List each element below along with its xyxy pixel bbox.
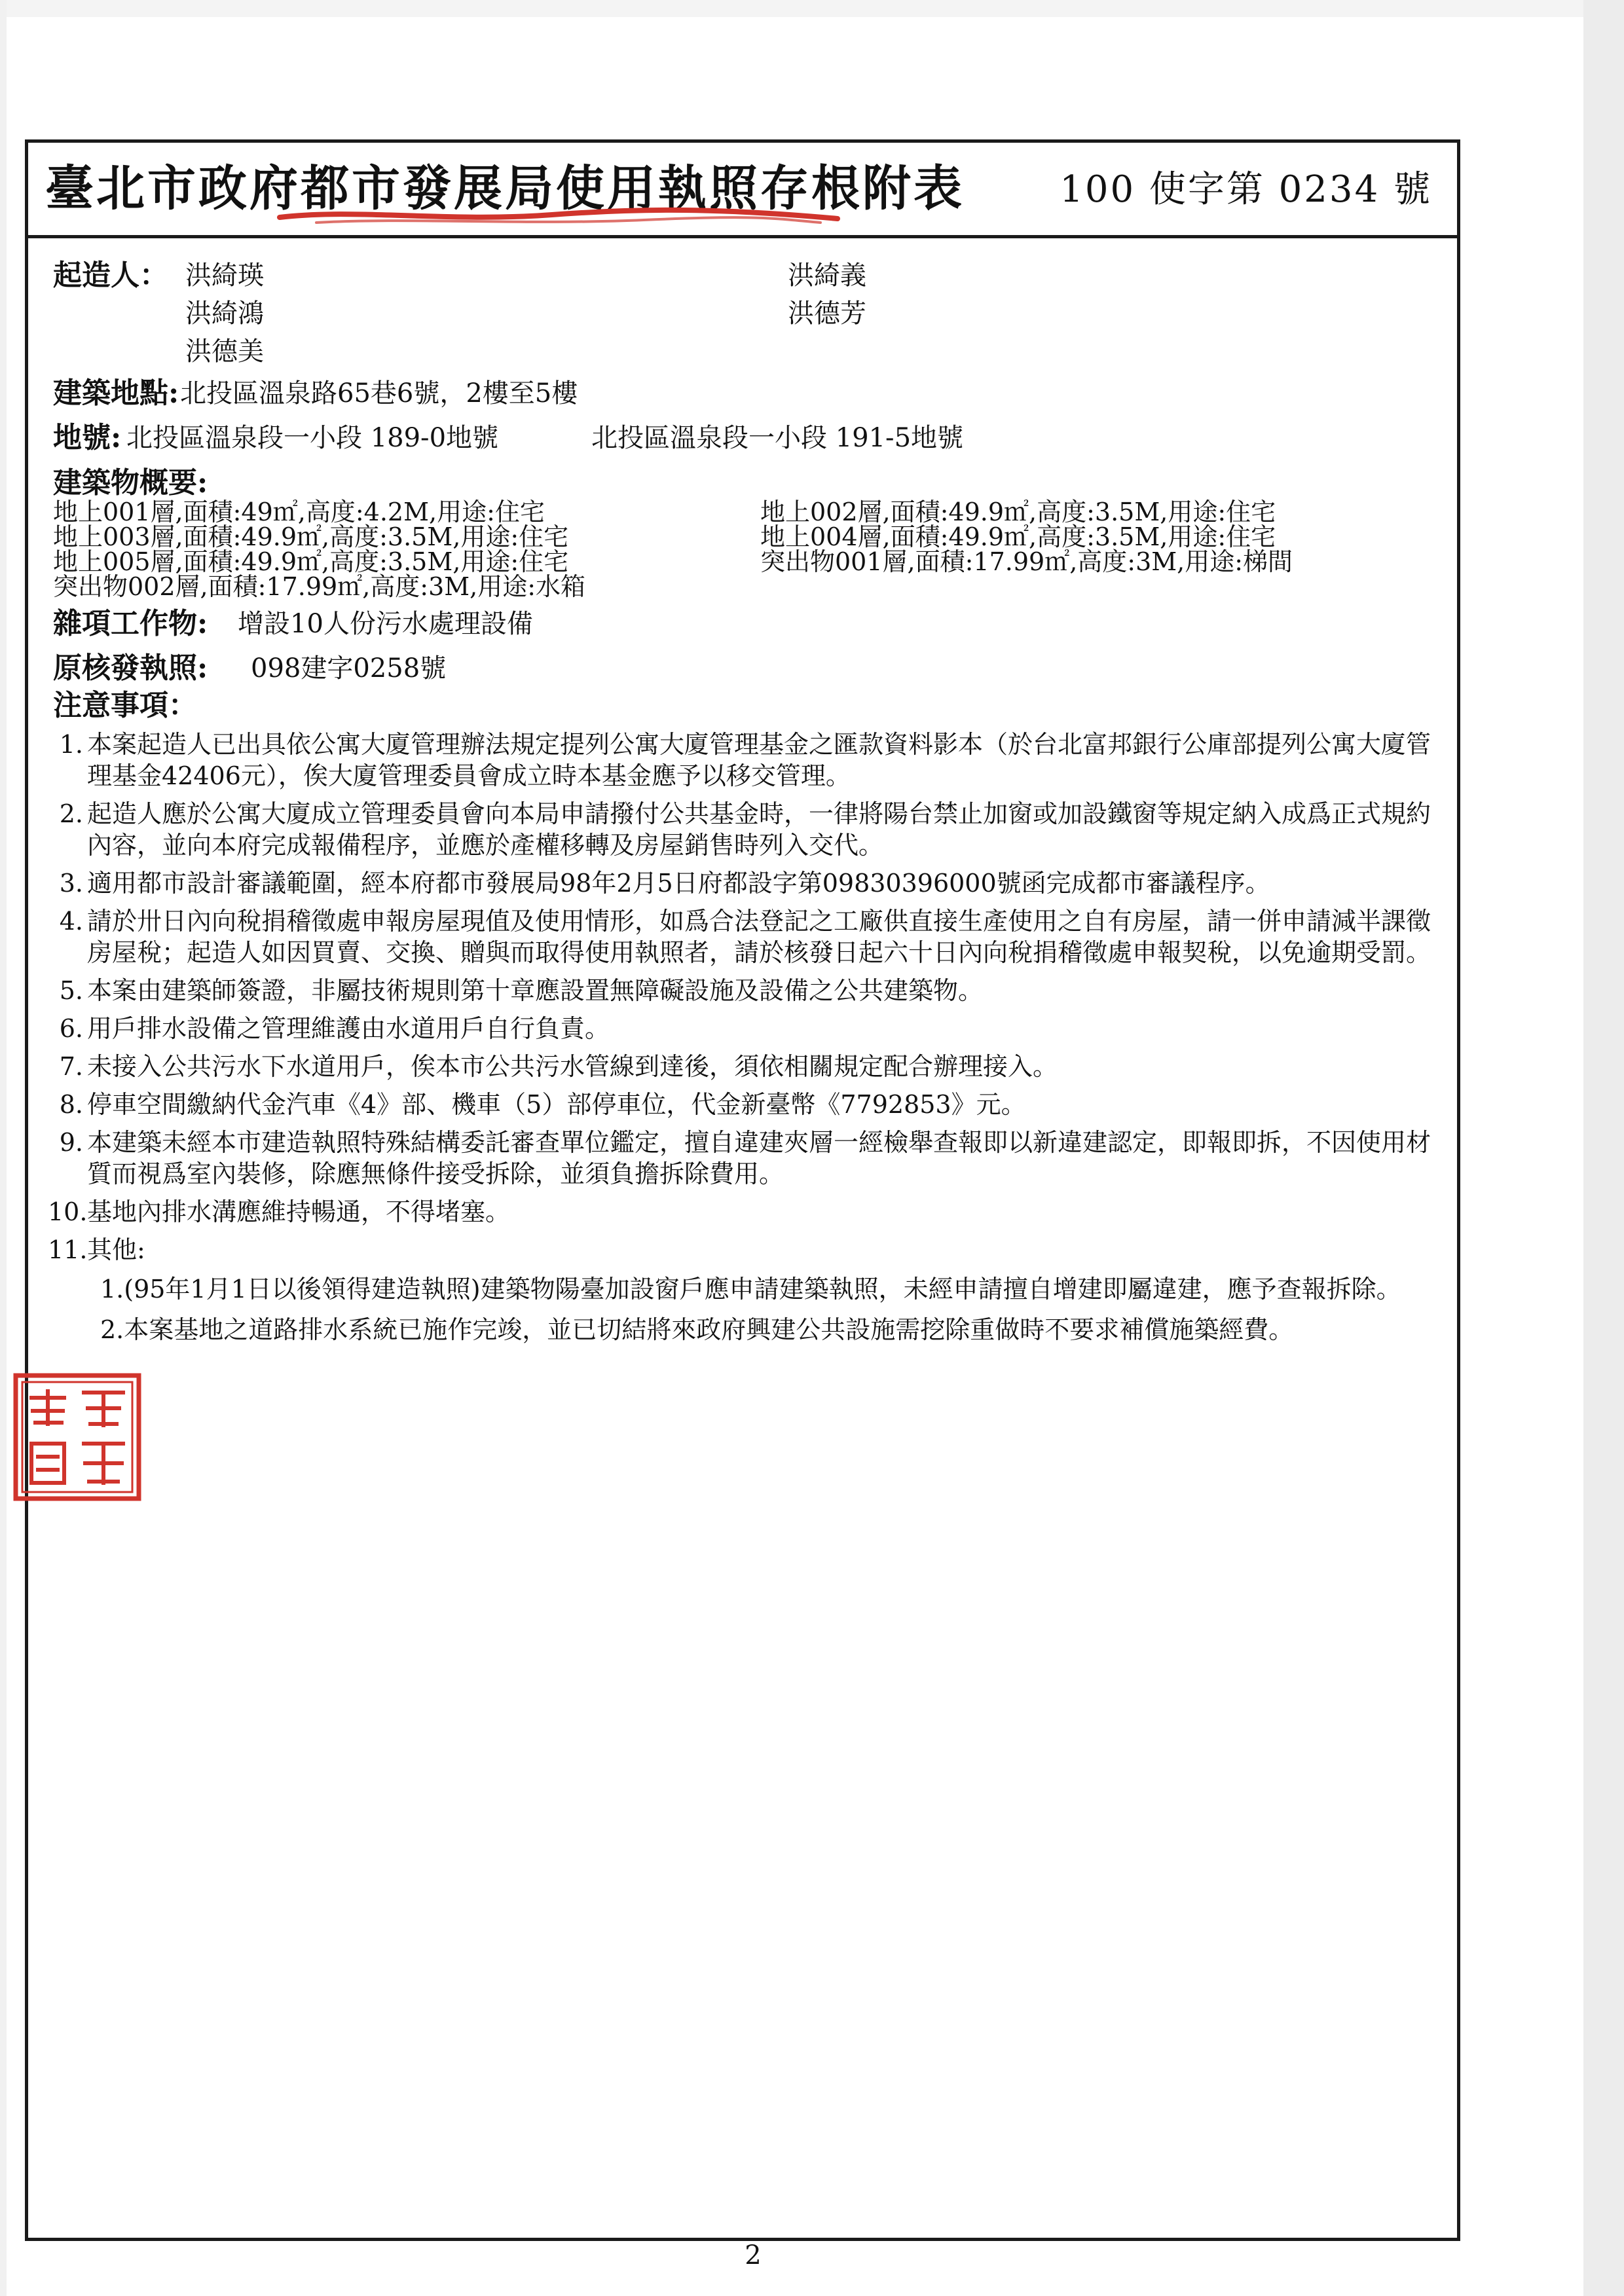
note-text: 本案起造人已出具依公寓大廈管理辦法規定提列公寓大廈管理基金之匯款資料影本（於台北富邦銀行公庫部提列公寓大廈管理基金42406元），俟大廈管理委員會成立時本基金應予以移交管理。 xyxy=(87,730,1431,790)
misc-works-value: 增設10人份污水處理設備 xyxy=(238,609,533,639)
note-text: 用戶排水設備之管理維護由水道用戶自行負責。 xyxy=(87,1014,610,1043)
applicant-name: 洪綺鴻 xyxy=(185,299,264,329)
misc-works-label: 雜項工作物: xyxy=(53,607,208,640)
lot-value: 北投區溫泉段一小段 189-0地號 xyxy=(126,423,499,453)
overview-label: 建築物概要: xyxy=(53,466,208,500)
document-frame xyxy=(25,139,1460,2241)
page-number: 2 xyxy=(745,2240,762,2270)
note-number: 10. xyxy=(48,1197,88,1226)
note-number: 8. xyxy=(59,1090,83,1119)
note-item xyxy=(48,1234,1443,1345)
note-item xyxy=(48,1196,1443,1228)
note-number: 5. xyxy=(59,976,83,1005)
note-text: 基地內排水溝應維持暢通，不得堵塞。 xyxy=(87,1197,511,1226)
note-number: 7. xyxy=(59,1052,83,1081)
note-number: 11. xyxy=(48,1235,88,1264)
note-item xyxy=(48,905,1443,968)
red-pen-underline xyxy=(277,203,840,229)
lot-value: 北投區溫泉段一小段 191-5地號 xyxy=(591,423,964,453)
original-permit-label: 原核發執照: xyxy=(53,651,208,685)
note-text: 本建築未經本市建造執照特殊結構委託審查單位鑑定，擅自違建夾層一經檢舉查報即以新違建認定，即報即拆，不因使用材質而視爲室內裝修，除應無條件接受拆除，並須負擔拆除費用。 xyxy=(87,1128,1431,1188)
overview-line: 突出物001層,面積:17.99㎡,高度:3M,用途:梯間 xyxy=(760,547,1293,576)
applicant-name: 洪綺瑛 xyxy=(185,261,264,291)
note-number: 9. xyxy=(59,1128,83,1157)
note-text: 停車空間繳納代金汽車《4》部、機車（5）部停車位，代金新臺幣《7792853》元。 xyxy=(87,1090,1026,1119)
note-text: 起造人應於公寓大廈成立管理委員會向本局申請撥付公共基金時，一律將陽台禁止加窗或加設鐵窗等規定納入成爲正式規約內容，並向本府完成報備程序，並應於產權移轉及房屋銷售時列入交代。 xyxy=(87,799,1431,860)
note-number: 1. xyxy=(59,730,83,759)
note-text: 其他: xyxy=(87,1235,145,1264)
note-number: 3. xyxy=(59,869,83,898)
note-item xyxy=(48,975,1443,1006)
note-item xyxy=(48,1051,1443,1082)
original-permit-value: 098建字0258號 xyxy=(251,653,447,683)
site-label: 建築地點: xyxy=(53,376,179,410)
note-item xyxy=(48,798,1443,861)
note-number: 6. xyxy=(59,1014,83,1043)
note-item xyxy=(48,1089,1443,1120)
note-number: 2. xyxy=(59,799,83,828)
note-item xyxy=(48,729,1443,792)
notes-list xyxy=(48,729,1443,1355)
scan-edge-right xyxy=(1583,0,1624,2296)
title-row xyxy=(28,143,1457,238)
note-text: 適用都市設計審議範圍，經本府都市發展局98年2月5日府都設字第09830396000號函完成都市審議程序。 xyxy=(87,869,1270,898)
note-number: 4. xyxy=(59,907,83,936)
permit-number: 100 使字第 0234 號 xyxy=(1060,168,1432,211)
applicant-name: 洪德芳 xyxy=(788,299,866,329)
applicant-name: 洪綺義 xyxy=(788,261,866,291)
note-text: 未接入公共污水下水道用戶，俟本市公共污水管線到達後，須依相關規定配合辦理接入。 xyxy=(87,1052,1058,1081)
note-item xyxy=(48,1127,1443,1190)
overview-line: 地上002層,面積:49.9㎡,高度:3.5M,用途:住宅 xyxy=(760,498,1276,526)
note-sub-item: 1.(95年1月1日以後領得建造執照)建築物陽臺加設窗戶應申請建築執照，未經申請擅自增建即屬違建，應予查報拆除。 xyxy=(100,1275,1401,1303)
document-title: 臺北市政府都市發展局使用執照存根附表 xyxy=(45,160,965,217)
note-item xyxy=(48,867,1443,899)
lot-label: 地號: xyxy=(53,421,122,454)
overview-line: 地上004層,面積:49.9㎡,高度:3.5M,用途:住宅 xyxy=(760,522,1276,551)
scan-edge-top xyxy=(0,0,1624,17)
applicants-label: 起造人： xyxy=(53,259,168,292)
note-text: 本案由建築師簽證，非屬技術規則第十章應設置無障礙設施及設備之公共建築物。 xyxy=(87,976,984,1005)
note-sub-item: 2.本案基地之道路排水系統已施作完竣，並已切結將來政府興建公共設施需挖除重做時不要求補償施築經費。 xyxy=(100,1315,1294,1344)
overview-line: 地上001層,面積:49㎡,高度:4.2M,用途:住宅 xyxy=(53,498,545,526)
official-seal-stamp xyxy=(12,1372,143,1503)
notes-label: 注意事項： xyxy=(53,689,197,722)
site-value: 北投區溫泉路65巷6號，2樓至5樓 xyxy=(180,378,578,409)
overview-line: 地上005層,面積:49.9㎡,高度:3.5M,用途:住宅 xyxy=(53,547,569,576)
scan-edge-left xyxy=(0,0,7,2296)
overview-line: 突出物002層,面積:17.99㎡,高度:3M,用途:水箱 xyxy=(53,572,586,601)
applicant-name: 洪德美 xyxy=(185,337,264,367)
overview-line: 地上003層,面積:49.9㎡,高度:3.5M,用途:住宅 xyxy=(53,522,569,551)
note-item xyxy=(48,1013,1443,1044)
note-text: 請於卅日內向稅捐稽徵處申報房屋現值及使用情形，如爲合法登記之工廠供直接生產使用之自有房屋，請一併申請減半課徵房屋稅；起造人如因買賣、交換、贈與而取得使用執照者，請於核發日起六十日內向稅捐稽徵處申報契稅，以免逾期受罰。 xyxy=(87,907,1431,967)
